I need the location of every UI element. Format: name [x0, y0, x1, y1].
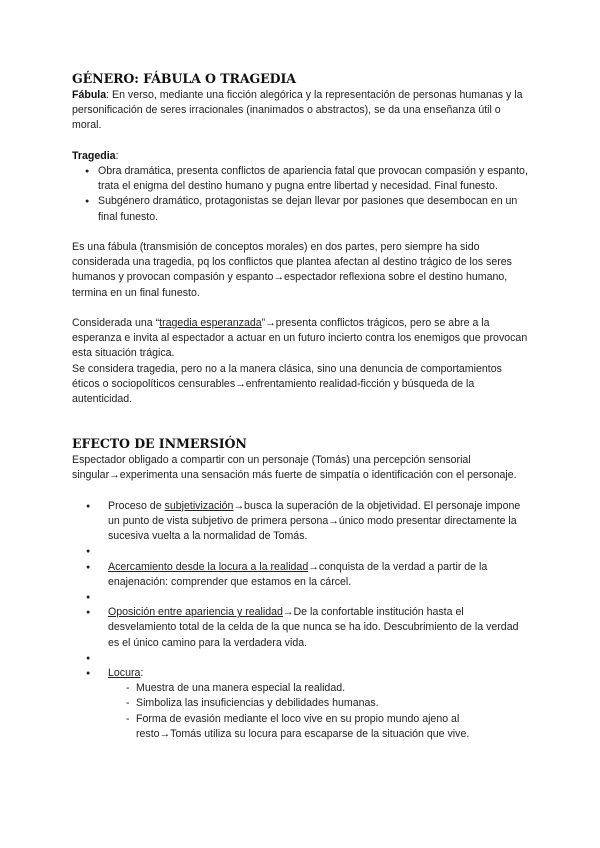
section-heading-inmersion: EFECTO DE INMERSIÓN: [72, 436, 247, 452]
tragedia-heading: Tragedia:: [72, 149, 119, 162]
subjetivizacion-term: subjetivización: [164, 499, 234, 512]
document-page: [72, 70, 530, 742]
acercamiento-term: Acercamiento desde la locura a la realidad: [108, 560, 309, 573]
list-item: - Forma de evasión mediante el loco vive en su propio mundo ajeno al resto→Tomás utiliza su locura para escaparse de la situación que vive.: [108, 712, 504, 742]
paragraph-tragedia-esperanzada: Considerada una “tragedia esperanzada”→presenta conflictos trágicos, pero se abre a la esperanza e invita al espectador a actuar en un futuro incierto contra los enemigos que provocan esta situación trágica.: [72, 317, 528, 360]
tragedia-label: Tragedia: [72, 149, 116, 162]
list-item-acercamiento: ● Acercamiento desde la locura a la realidad→conquista de la verdad a partir de la enajenación: comprender que estamos en la cárcel.: [72, 560, 530, 590]
list-item: - Simboliza las insuficiencias y debilidades humanas.: [108, 696, 504, 711]
paragraph-fabula-tragedia: Es una fábula (transmisión de conceptos morales) en dos partes, pero siempre ha sido considerada una tragedia, pq los conflictos que plantea afectan al destino trágico de los seres humanos y provocan compasión y espanto→espectador reflexiona sobre el destino humano, termina en un final funesto.: [72, 241, 512, 299]
list-item: - Muestra de una manera especial la realidad.: [108, 681, 504, 696]
fabula-label: Fábula: [72, 89, 107, 101]
inmersion-list: [72, 499, 530, 681]
oposicion-term: Oposición entre apariencia y realidad: [108, 606, 283, 619]
tragedia-esperanzada-term: tragedia esperanzada: [159, 317, 262, 329]
list-item-locura: ● Locura:: [72, 666, 530, 681]
list-item: ● Subgénero dramático, protagonistas se dejan llevar por pasiones que desembocan en un final funesto.: [72, 194, 530, 224]
fabula-definition: [72, 88, 530, 134]
section-heading-genero: GÉNERO: FÁBULA O TRAGEDIA: [72, 71, 296, 86]
fabula-text: : En verso, mediante una ficción alegórica y la representación de personas humanas y la personificación de seres irracionales (inanimados o abstractos), se da una enseñanza útil o moral.: [72, 89, 523, 132]
locura-sublist: [108, 681, 504, 742]
locura-term: Locura: [108, 667, 141, 679]
paragraph-denuncia: Se considera tragedia, pero no a la manera clásica, sino una denuncia de comportamientos éticos o sociopolíticos censurables→enfrentamiento realidad-ficción y búsqueda de la autenticidad.: [72, 362, 502, 406]
list-item-subjetivizacion: ● Proceso de subjetivización→busca la superación de la objetividad. El personaje impone un punto de vista subjetivo de primera persona→único modo presentar directamente la sucesiva vuelta a la normalidad de Tomás.: [72, 499, 530, 545]
list-item: ● Obra dramática, presenta conflictos de apariencia fatal que provocan compasión y espanto, trata el enigma del destino humano y pugna entre libertad y necesidad. Final funesto.: [72, 164, 530, 194]
list-item-oposicion: ● Oposición entre apariencia y realidad→De la confortable institución hasta el desvelamiento total de la celda de la que nunca se ha ido. Descubrimiento de la verdad es el único camino para la verdadera vida.: [72, 605, 530, 651]
inmersion-intro: Espectador obligado a compartir con un personaje (Tomás) una percepción sensorial singular→experimenta una sensación más fuerte de simpatía o identificación con el personaje.: [72, 454, 517, 482]
tragedia-list: [72, 164, 530, 225]
